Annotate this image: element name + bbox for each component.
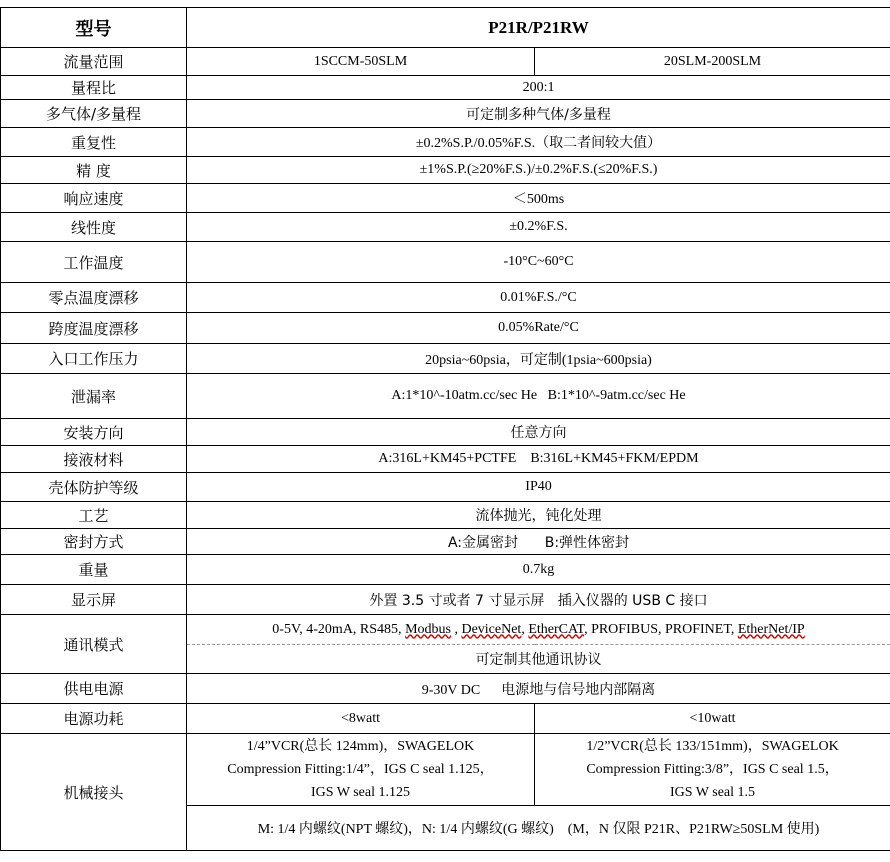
inlet-pressure-value: 20psia~60psia，可定制(1psia~600psia) xyxy=(187,344,890,374)
row-enclosure xyxy=(1,473,890,502)
row-multi-gas xyxy=(1,100,890,128)
flow-range-value-2: 20SLM-200SLM xyxy=(535,48,890,76)
accuracy-label: 精 度 xyxy=(1,157,187,184)
power-supply-label: 供电电源 xyxy=(1,674,187,704)
comm-analog-serial: 0-5V, 4-20mA, RS485, xyxy=(272,621,406,637)
spec-table xyxy=(0,7,890,851)
inlet-pressure-label: 入口工作压力 xyxy=(1,344,187,374)
enclosure-label: 壳体防护等级 xyxy=(1,473,187,502)
row-mounting xyxy=(1,419,890,446)
enclosure-value: IP40 xyxy=(187,473,890,502)
comm-ethernetip: EtherNet/IP xyxy=(737,621,805,637)
fittings-left-line-2: Compression Fitting:1/4”，IGS C seal 1.125， xyxy=(227,762,494,777)
fittings-right-line-1: 1/2”VCR(总长 133/151mm)，SWAGELOK xyxy=(586,739,839,754)
row-display xyxy=(1,585,890,615)
power-supply-value: 9-30V DC 电源地与信号地内部隔离 xyxy=(187,674,890,704)
zero-drift-value: 0.01%F.S./°C xyxy=(187,283,890,313)
row-power-supply xyxy=(1,674,890,704)
row-op-temp xyxy=(1,242,890,283)
process-label: 工艺 xyxy=(1,502,187,529)
fittings-label: 机械接头 xyxy=(1,734,187,851)
row-accuracy xyxy=(1,157,890,184)
weight-value: 0.7kg xyxy=(187,555,890,585)
fittings-right-line-2: Compression Fitting:3/8”，IGS C seal 1.5， xyxy=(586,762,839,777)
display-label: 显示屏 xyxy=(1,585,187,615)
row-inlet-pressure xyxy=(1,344,890,374)
row-response xyxy=(1,184,890,213)
comm-custom: 可定制其他通讯协议 xyxy=(187,645,890,674)
comm-sep-1: , xyxy=(450,621,462,637)
comm-label: 通讯模式 xyxy=(1,615,187,674)
row-comm-1 xyxy=(1,615,890,645)
row-zero-drift xyxy=(1,283,890,313)
header-row xyxy=(1,8,890,48)
linearity-value: ±0.2%F.S. xyxy=(187,213,890,242)
power-consumption-value-2: <10watt xyxy=(535,704,890,734)
row-flow-range xyxy=(1,48,890,76)
power-consumption-label: 电源功耗 xyxy=(1,704,187,734)
row-power-consumption xyxy=(1,704,890,734)
row-fittings-1 xyxy=(1,734,890,806)
mounting-label: 安装方向 xyxy=(1,419,187,446)
fittings-left-line-3: IGS W seal 1.125 xyxy=(310,785,411,800)
response-label: 响应速度 xyxy=(1,184,187,213)
multi-gas-value: 可定制多种气体/多量程 xyxy=(187,100,890,128)
op-temp-value: -10°C~60°C xyxy=(187,242,890,283)
power-consumption-value-1: <8watt xyxy=(187,704,535,734)
response-value: ＜500ms xyxy=(187,184,890,213)
turndown-label: 量程比 xyxy=(1,76,187,100)
wetted-label: 接液材料 xyxy=(1,446,187,473)
row-linearity xyxy=(1,213,890,242)
flow-range-value-1: 1SCCM-50SLM xyxy=(187,48,535,76)
row-repeatability xyxy=(1,128,890,157)
op-temp-label: 工作温度 xyxy=(1,242,187,283)
display-value: 外置 3.5 寸或者 7 寸显示屏 插入仪器的 USB C 接口 xyxy=(187,585,890,615)
multi-gas-label: 多气体/多量程 xyxy=(1,100,187,128)
fittings-thread-note: M: 1/4 内螺纹(NPT 螺纹)，N: 1/4 内螺纹(G 螺纹) (M，N 仅限 P21R、P21RW≥50SLM 使用) xyxy=(187,806,890,851)
comm-ethercat: EtherCAT xyxy=(528,621,585,637)
zero-drift-label: 零点温度漂移 xyxy=(1,283,187,313)
comm-modbus: Modbus xyxy=(405,621,451,637)
seal-label: 密封方式 xyxy=(1,529,187,555)
flow-range-label: 流量范围 xyxy=(1,48,187,76)
span-drift-value: 0.05%Rate/°C xyxy=(187,313,890,344)
repeatability-label: 重复性 xyxy=(1,128,187,157)
fittings-right-line-3: IGS W seal 1.5 xyxy=(669,785,756,800)
model-name: P21R/P21RW xyxy=(187,8,890,48)
turndown-value: 200:1 xyxy=(187,76,890,100)
row-seal xyxy=(1,529,890,555)
process-value: 流体抛光，钝化处理 xyxy=(187,502,890,529)
fittings-right xyxy=(535,734,890,806)
row-leak-rate xyxy=(1,374,890,419)
comm-protocols xyxy=(187,615,890,645)
wetted-value: A:316L+KM45+PCTFE B:316L+KM45+FKM/EPDM xyxy=(187,446,890,473)
span-drift-label: 跨度温度漂移 xyxy=(1,313,187,344)
comm-sep-2: , xyxy=(521,621,529,637)
weight-label: 重量 xyxy=(1,555,187,585)
fittings-left xyxy=(187,734,535,806)
repeatability-value: ±0.2%S.P./0.05%F.S.（取二者间较大值） xyxy=(187,128,890,157)
leak-rate-label: 泄漏率 xyxy=(1,374,187,419)
seal-value: A:金属密封 B:弹性体密封 xyxy=(187,529,890,555)
linearity-label: 线性度 xyxy=(1,213,187,242)
fittings-left-line-1: 1/4”VCR(总长 124mm)，SWAGELOK xyxy=(246,739,475,754)
row-wetted xyxy=(1,446,890,473)
row-turndown xyxy=(1,76,890,100)
comm-devicenet: DeviceNet xyxy=(461,621,522,637)
row-span-drift xyxy=(1,313,890,344)
header-label: 型号 xyxy=(1,8,187,48)
row-process xyxy=(1,502,890,529)
accuracy-value: ±1%S.P.(≥20%F.S.)/±0.2%F.S.(≤20%F.S.) xyxy=(187,157,890,184)
mounting-value: 任意方向 xyxy=(187,419,890,446)
row-weight xyxy=(1,555,890,585)
comm-profibus-profinet: , PROFIBUS, PROFINET, xyxy=(584,621,738,637)
leak-rate-value: A:1*10^-10atm.cc/sec He B:1*10^-9atm.cc/sec He xyxy=(187,374,890,419)
